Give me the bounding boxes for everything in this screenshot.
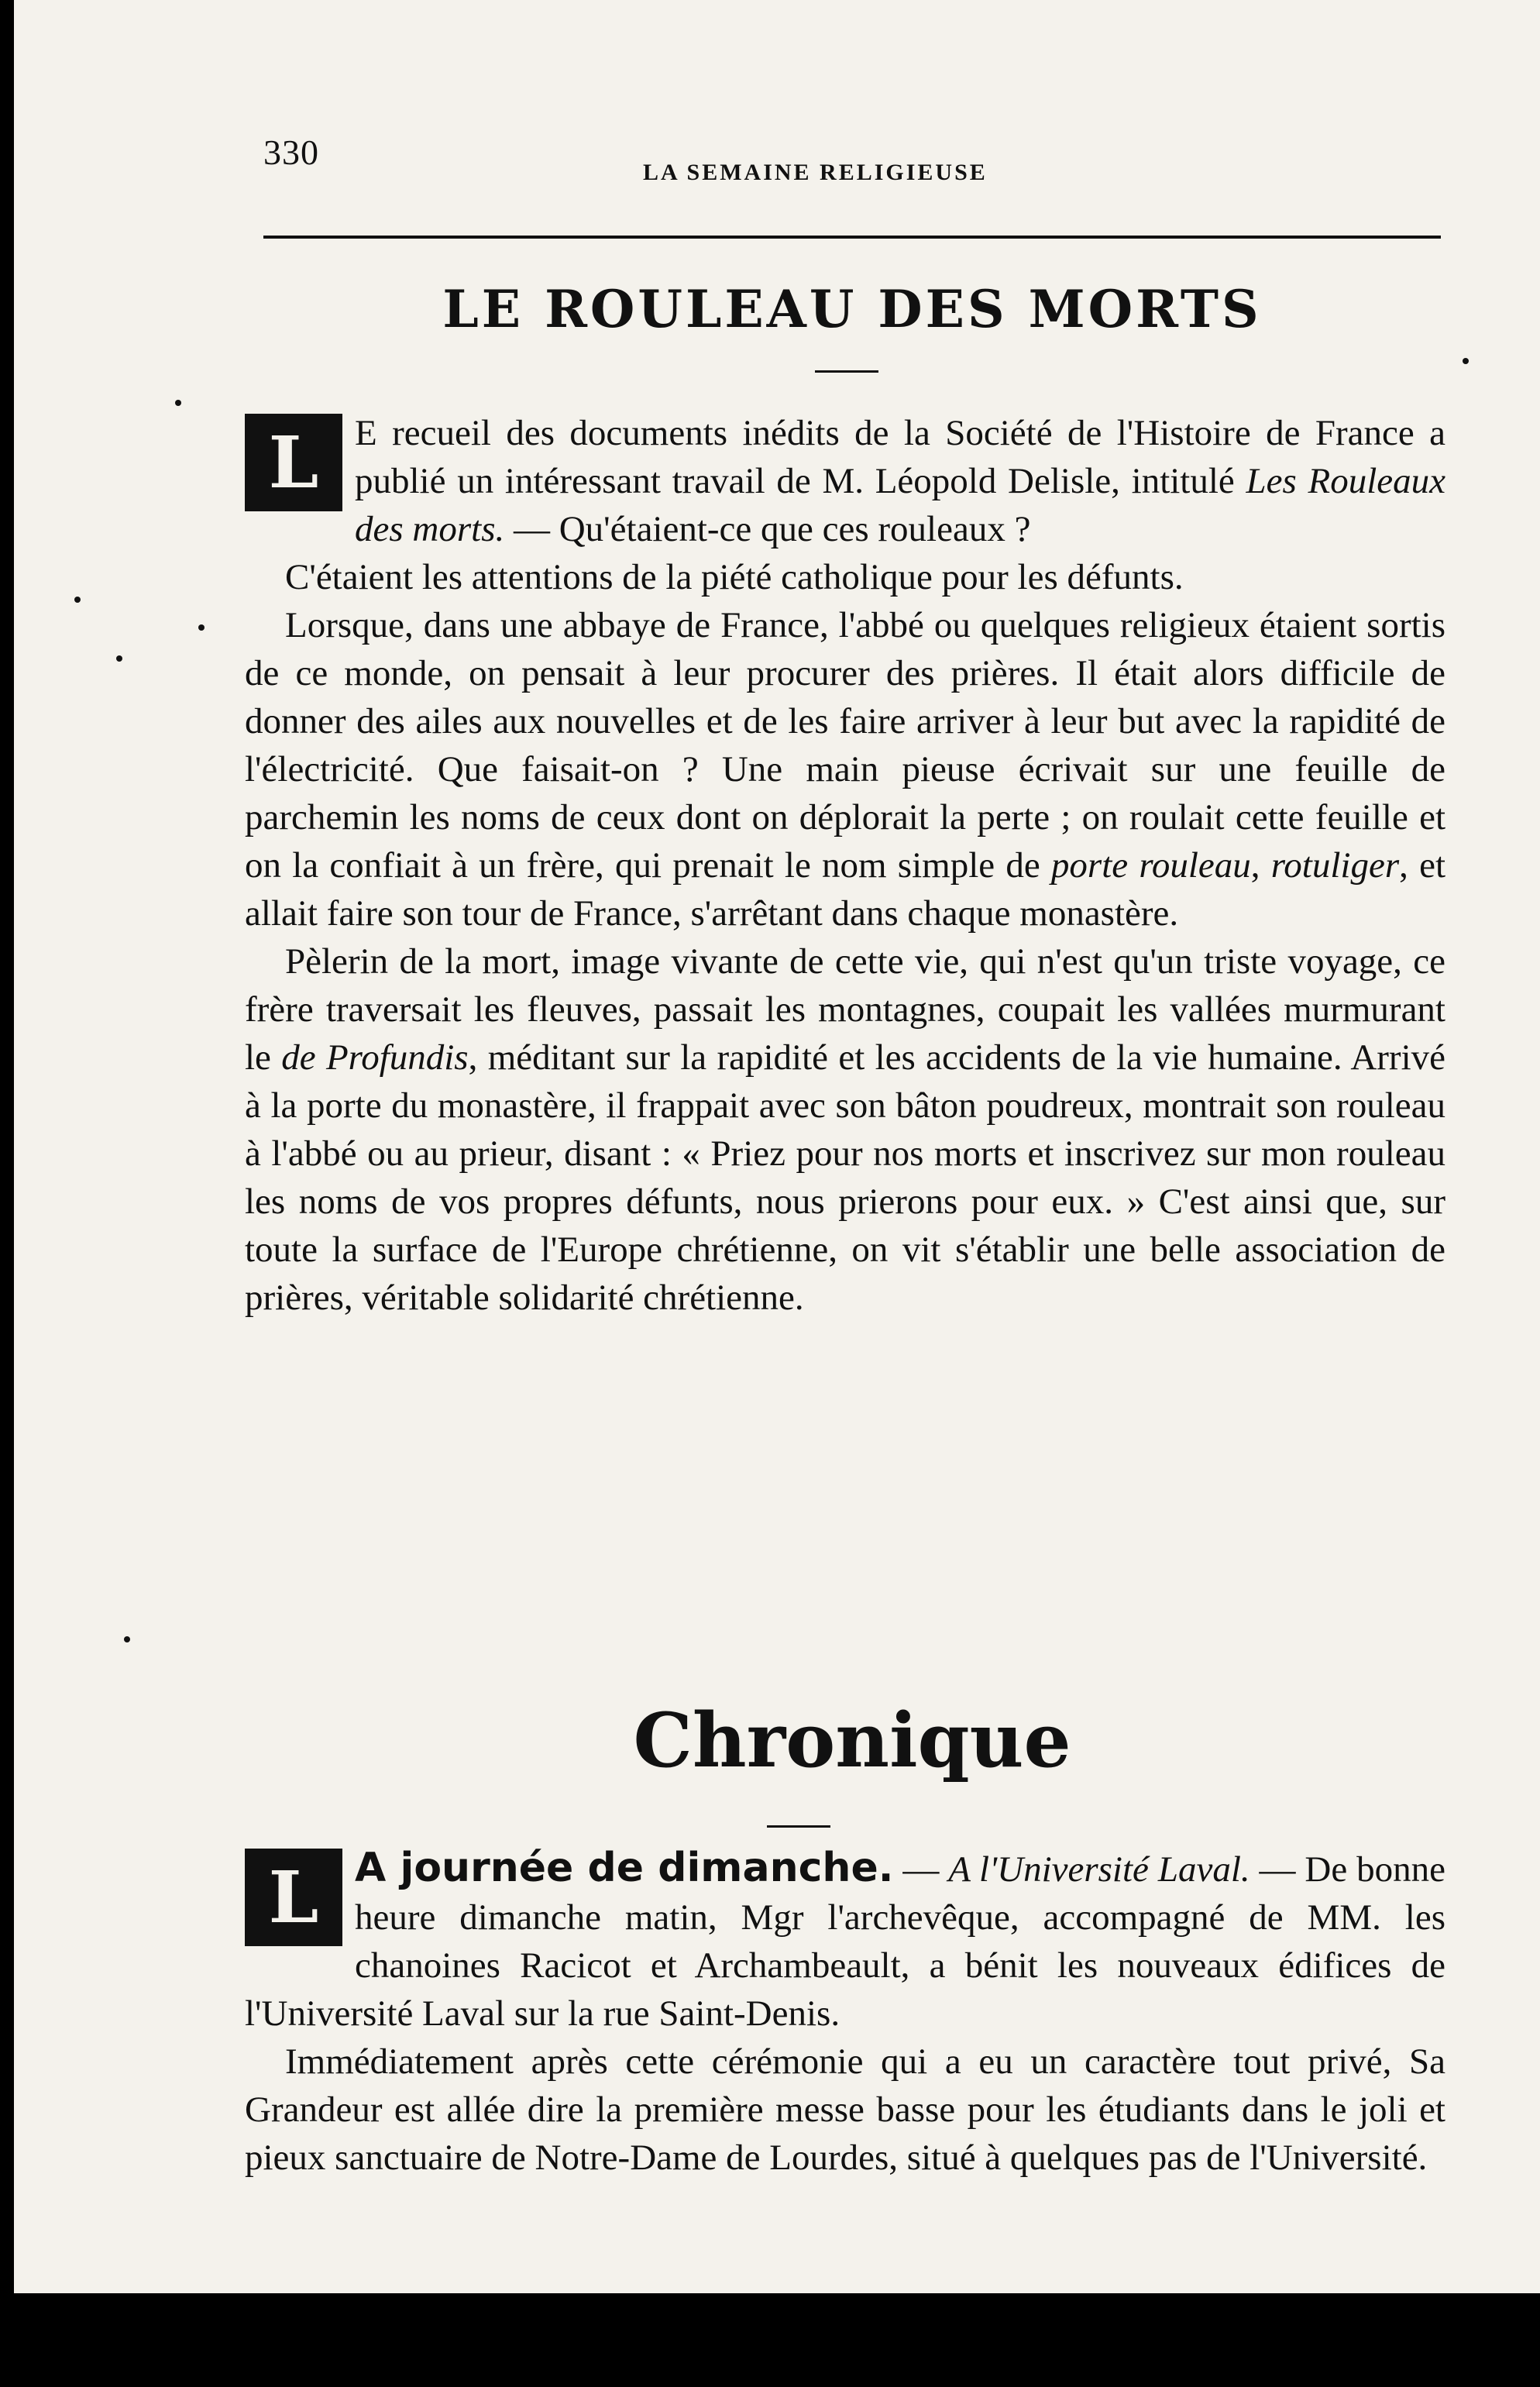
text-run: — Qu'étaient-ce que ces rouleaux ? — [504, 509, 1031, 549]
italic-term: de Profundis — [281, 1037, 469, 1078]
header-rule — [263, 236, 1441, 239]
paragraph: C'étaient les attentions de la piété catholique pour les défunts. — [285, 557, 1184, 597]
paragraph — [245, 1844, 1445, 2038]
title-divider — [815, 370, 878, 373]
scan-edge — [0, 0, 14, 2387]
running-title: LA SEMAINE RELIGIEUSE — [643, 160, 988, 185]
scan-speck — [198, 624, 205, 631]
page-header — [263, 132, 1441, 194]
article-rouleau — [245, 409, 1445, 1322]
scan-speck — [116, 655, 122, 662]
paragraph — [245, 601, 1445, 937]
text-run: Pèlerin de la mort, image vivante de cette vie, qui n'est qu'un triste voyage, ce frère traversait les fleuves, passait les montagnes, coupait les vallées murmurant le — [245, 941, 1445, 1078]
scan-bottom-edge — [0, 2293, 1540, 2387]
text-run: Lorsque, dans une abbaye de France, l'abbé ou quelques religieux étaient sortis de ce monde, on pensait à leur procurer des prières. Il était alors difficile de donner des ailes aux nouvelles et de les faire arriver à leur but avec la rapidité de l'électricité. Que faisait-on ? Une main pieuse écrivait sur une feuille de parchemin les noms de ceux dont on déplorait la perte ; on roulait cette feuille et on la confiait à un frère, qui prenait le nom simple de — [245, 605, 1445, 886]
paragraph: Immédiatement après cette cérémonie qui a eu un caractère tout privé, Sa Grandeur est allée dire la première messe basse pour les étudiants dans le joli et pieux sanctuaire de Notre-Dame de Lourdes, situé à quelques pas de l'Université. — [245, 2041, 1445, 2178]
dropcap: L — [245, 414, 342, 511]
scan-speck — [74, 597, 81, 603]
text-run: E recueil des documents inédits de la Société de l'Histoire de France a publié un intéressant travail de M. Léopold Delisle, intitulé — [355, 413, 1445, 501]
text-run: , — [1250, 845, 1271, 886]
text-run: — De bonne heure dimanche matin, Mgr l'archevêque, accompagné de MM. les chanoines Racicot et Archambeault, a bénit les nouveaux édifices de l'Université Laval sur la rue Saint-Denis. — [245, 1849, 1445, 2034]
article-chronique — [245, 1844, 1445, 2182]
italic-term: A l'Université Laval. — [948, 1849, 1250, 1890]
dropcap: L — [245, 1849, 342, 1946]
text-run: — — [893, 1849, 949, 1890]
text-run: , et allait faire son tour de France, s'arrêtant dans chaque monastère. — [245, 845, 1445, 934]
scan-speck — [175, 400, 181, 406]
paragraph — [245, 409, 1445, 553]
italic-term: porte rouleau — [1050, 845, 1251, 886]
title-divider — [767, 1825, 830, 1828]
page-number: 330 — [263, 132, 319, 172]
scan-speck — [124, 1636, 130, 1642]
book-title: Les Rouleaux des morts. — [355, 461, 1445, 549]
scan-speck — [1463, 358, 1469, 364]
section-title-chronique: Chronique — [633, 1697, 1071, 1784]
paragraph — [245, 937, 1445, 1322]
text-run: , méditant sur la rapidité et les accidents de la vie humaine. Arrivé à la porte du monastère, il frappait avec son bâton poudreux, montrait son rouleau à l'abbé ou au prieur, disant : « Priez pour nos morts et inscrivez sur mon rouleau les noms de vos propres défunts, nous prierons pour eux. » C'est ainsi que, sur toute la surface de l'Europe chrétienne, on vit s'établir une belle association de prières, véritable solidarité chrétienne. — [245, 1037, 1445, 1318]
italic-term: rotuliger — [1270, 845, 1400, 886]
lead-heading: A journée de dimanche. — [355, 1845, 894, 1891]
article-title-rouleau: LE ROULEAU DES MORTS — [442, 279, 1262, 339]
